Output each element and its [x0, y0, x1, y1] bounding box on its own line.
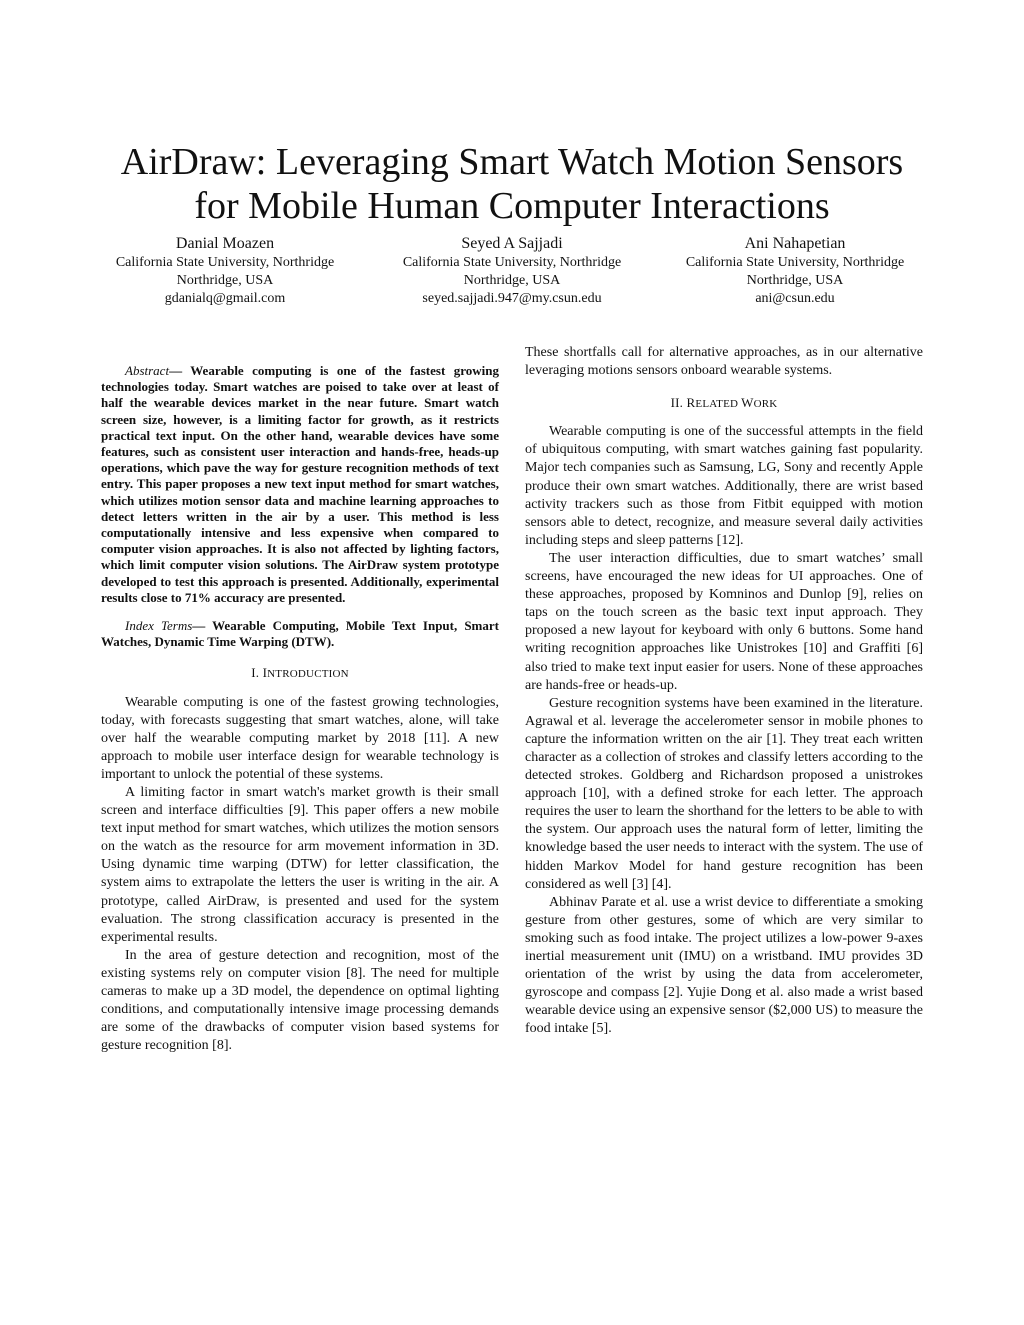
- author-block-1: [80, 234, 370, 308]
- intro-paragraph: In the area of gesture detection and recognition, most of the existing systems rely on computer vision [8]. The need for multiple cameras to make up a 3D model, the dependence on optimal lighting conditions, and computationally intensive image processing demands are some of the drawbacks of computer vision based systems for gesture recognition [8].: [101, 947, 499, 1054]
- title-line-1: AirDraw: Leveraging Smart Watch Motion Sensors: [120, 141, 904, 183]
- related-paragraph: Wearable computing is one of the successful attempts in the field of ubiquitous computing, with smart watches gaining fast popularity. Major tech companies such as Samsung, LG, Sony and recently Apple produce their own smart watches. Additionally, there are wrist based activity trackers such as those from Fitbit equipped with motion sensors able to detect, recognize, and measure several daily activities including steps and sleep patterns [12].: [525, 424, 923, 548]
- section-heading-related-work: II. RELATED WORK: [670, 395, 778, 411]
- author-name: Seyed A Sajjadi: [461, 235, 563, 252]
- author-name: Ani Nahapetian: [744, 235, 846, 252]
- author-location: Northridge, USA: [463, 273, 561, 288]
- right-column: [525, 344, 923, 1038]
- index-terms-label: Index Terms: [125, 618, 193, 634]
- section-heading-introduction: I. INTRODUCTION: [251, 665, 349, 681]
- intro-paragraph: Wearable computing is one of the fastest growing technologies, today, with forecasts suggesting that smart watches, alone, will take over half the wearable computing market by 2018 [11]. A new approach to mobile user interface design for wearable technology is important to unlock the potential of these systems.: [101, 694, 499, 782]
- abstract-text: — Wearable computing is one of the fastest growing technologies today. Smart watches are poised to take over at least of half the wearable devices market in the near future. Smart watch screen size, however, is a limiting factor for growth, as it restricts practical text input. On the other hand, wearable devices have some features, such as consistent user interaction and hands-free, heads-up operations, which pave the way for gesture recognition methods of text entry. This paper proposes a new text input method for smart watches, which utilizes motion sensor data and machine learning approaches to detect letters written in the air by a user. This method is less computationally intensive and less expensive when compared to computer vision approaches. It is also not affected by lighting factors, which limit computer vision solutions. The AirDraw system prototype developed to test this approach is presented. Additionally, experimental results close to 71% accuracy are presented.: [101, 363, 499, 605]
- author-name: Danial Moazen: [175, 235, 275, 252]
- abstract: [101, 363, 499, 606]
- author-block-3: [650, 234, 940, 308]
- author-affiliation: California State University, Northridge: [685, 255, 905, 270]
- author-affiliation: California State University, Northridge: [402, 255, 622, 270]
- title-line-2: for Mobile Human Computer Interactions: [194, 185, 830, 227]
- related-paragraph: The user interaction difficulties, due to smart watches’ small screens, have encouraged the new ideas for UI approaches. One of these approaches, proposed by Komninos and Dunlop [9], relies on taps on the touch screen as the basic text input approach. They proposed a new layout for keyboard with only 6 buttons. Some hand writing recognition approaches like Unistrokes [10] and Graffiti [6] also tried to make text input easier for users. None of these approaches are hands-free or heads-up.: [525, 550, 923, 693]
- abstract-label: Abstract: [125, 363, 170, 378]
- intro-paragraph: A limiting factor in smart watch's market growth is their small screen and interface difficulties [9]. This paper offers a new mobile text input method for smart watches, which utilizes the motion sensors on the watch as the resource for arm movement information in 3D. Using dynamic time warping (DTW) for letter classification, the system aims to extrapolate the letters the user is writing in the air. A prototype, called AirDraw, is presented and used for the system evaluation. The strong classification accuracy is presented in the experimental results.: [101, 785, 499, 945]
- index-terms-text: — Wearable Computing, Mobile Text Input, Smart Watches, Dynamic Time Warping (DTW).: [101, 618, 499, 650]
- author-block-2: [367, 234, 657, 308]
- related-paragraph: Abhinav Parate et al. use a wrist device to differentiate a smoking gesture from other gestures, some of which are very similar to smoking such as food intake. The project utilizes a low-power 9-axes inertial measurement unit (IMU) on a wristband. IMU provides 3D orientation of the wrist by using the data from accelerometer, gyroscope and compass [2]. Yujie Dong et al. also made a wrist based wearable device using an expensive sensor ($2,000 US) to measure the food intake [5].: [525, 894, 923, 1037]
- author-email: seyed.sajjadi.947@my.csun.edu: [422, 291, 602, 306]
- related-paragraph: Gesture recognition systems have been examined in the literature. Agrawal et al. leverage the accelerometer sensor in mobile phones to capture the information written on the air [1]. They treat each written character as a collection of strokes and classify letters according to the detected strokes. Goldberg and Richardson proposed a unistrokes approach [10], with a defined stroke for each letter. The approach requires the user to learn the shorthand for the letters to be able to with the system. Our approach uses the natural form of letter, limiting the knowledge based the user needs to interact with the system. The use of hidden Markov Model for hand gesture recognition has been considered as well [3] [4].: [525, 695, 923, 892]
- author-location: Northridge, USA: [176, 273, 274, 288]
- intro-continuation: These shortfalls call for alternative approaches, as in our alternative leveraging motions sensors onboard wearable systems.: [525, 345, 923, 379]
- author-affiliation: California State University, Northridge: [115, 255, 335, 270]
- author-email: ani@csun.edu: [755, 291, 835, 306]
- paper-title: [0, 140, 1024, 228]
- author-location: Northridge, USA: [746, 273, 844, 288]
- author-email: gdanialq@gmail.com: [164, 291, 286, 306]
- left-column: [101, 344, 499, 1055]
- index-terms: [101, 618, 499, 650]
